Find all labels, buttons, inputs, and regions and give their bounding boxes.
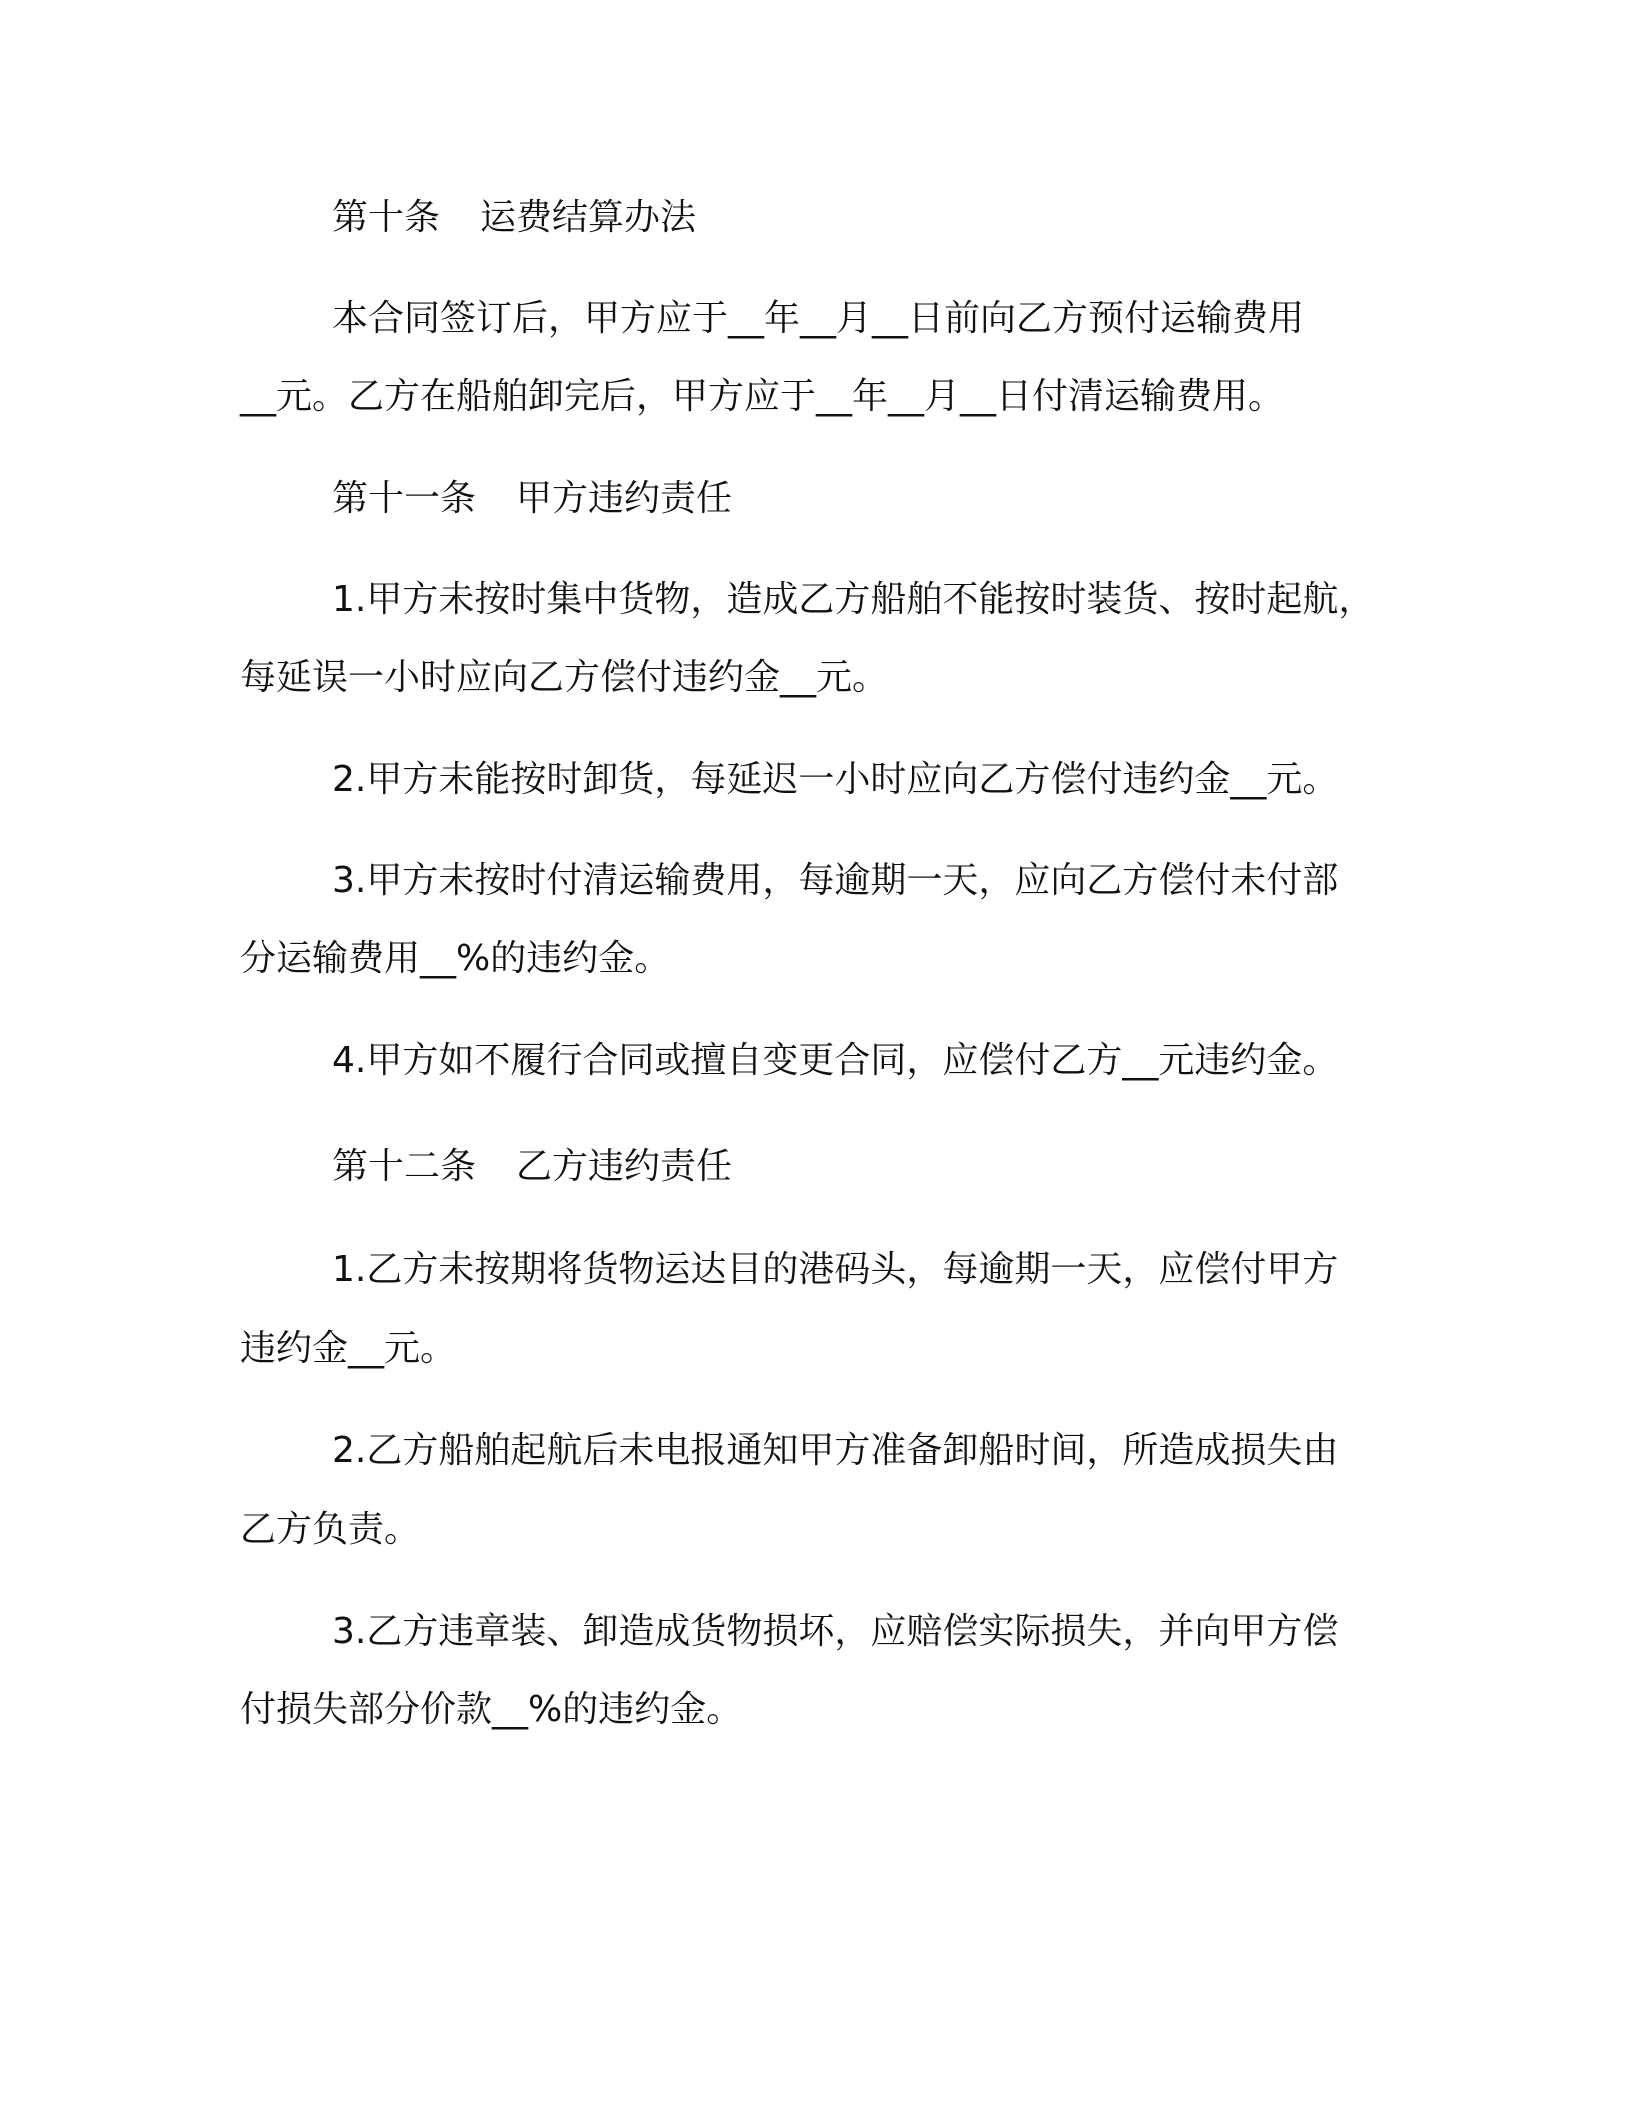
article-12-item-2-line-2: 乙方负责。 — [240, 1509, 421, 1550]
article-12-item-3-line-1: 3.乙方违章装、卸造成货物损坏，应赔偿实际损失，并向甲方偿 — [332, 1611, 1339, 1652]
article-10-heading — [332, 196, 696, 240]
article-10-title: 第十条 — [332, 197, 441, 238]
article-12-heading — [332, 1145, 732, 1189]
article-11-heading — [332, 477, 732, 521]
article-11-item-4-line-1: 4.甲方如不履行合同或擅自变更合同，应偿付乙方__元违约金。 — [332, 1040, 1339, 1081]
article-11-item-1-line-2: 每延误一小时应向乙方偿付违约金__元。 — [240, 657, 889, 698]
article-11-item-2-line-1: 2.甲方未能按时卸货，每延迟一小时应向乙方偿付违约金__元。 — [332, 759, 1339, 800]
article-11-subtitle: 甲方违约责任 — [516, 478, 733, 519]
article-12-subtitle: 乙方违约责任 — [516, 1146, 733, 1187]
article-12-item-1-line-2: 违约金__元。 — [240, 1328, 457, 1369]
article-11-item-1-line-1: 1.甲方未按时集中货物，造成乙方船舶不能按时装货、按时起航， — [332, 579, 1375, 620]
article-11-item-3-line-1: 3.甲方未按时付清运输费用，每逾期一天，应向乙方偿付未付部 — [332, 860, 1339, 901]
article-12-item-2-line-1: 2.乙方船舶起航后未电报通知甲方准备卸船时间，所造成损失由 — [332, 1430, 1339, 1471]
article-10-paragraph-line-1: 本合同签订后，甲方应于__年__月__日前向乙方预付运输费用 — [332, 298, 1305, 339]
article-12-item-1-line-1: 1.乙方未按期将货物运达目的港码头，每逾期一天，应偿付甲方 — [332, 1249, 1339, 1290]
article-11-item-3-line-2: 分运输费用__%的违约金。 — [240, 938, 671, 979]
article-11-title: 第十一条 — [332, 478, 477, 519]
article-12-title: 第十二条 — [332, 1146, 477, 1187]
article-10-paragraph-line-2: __元。乙方在船舶卸完后，甲方应于__年__月__日付清运输费用。 — [240, 376, 1285, 417]
article-10-subtitle: 运费结算办法 — [480, 197, 697, 238]
article-12-item-3-line-2: 付损失部分价款__%的违约金。 — [240, 1689, 743, 1730]
